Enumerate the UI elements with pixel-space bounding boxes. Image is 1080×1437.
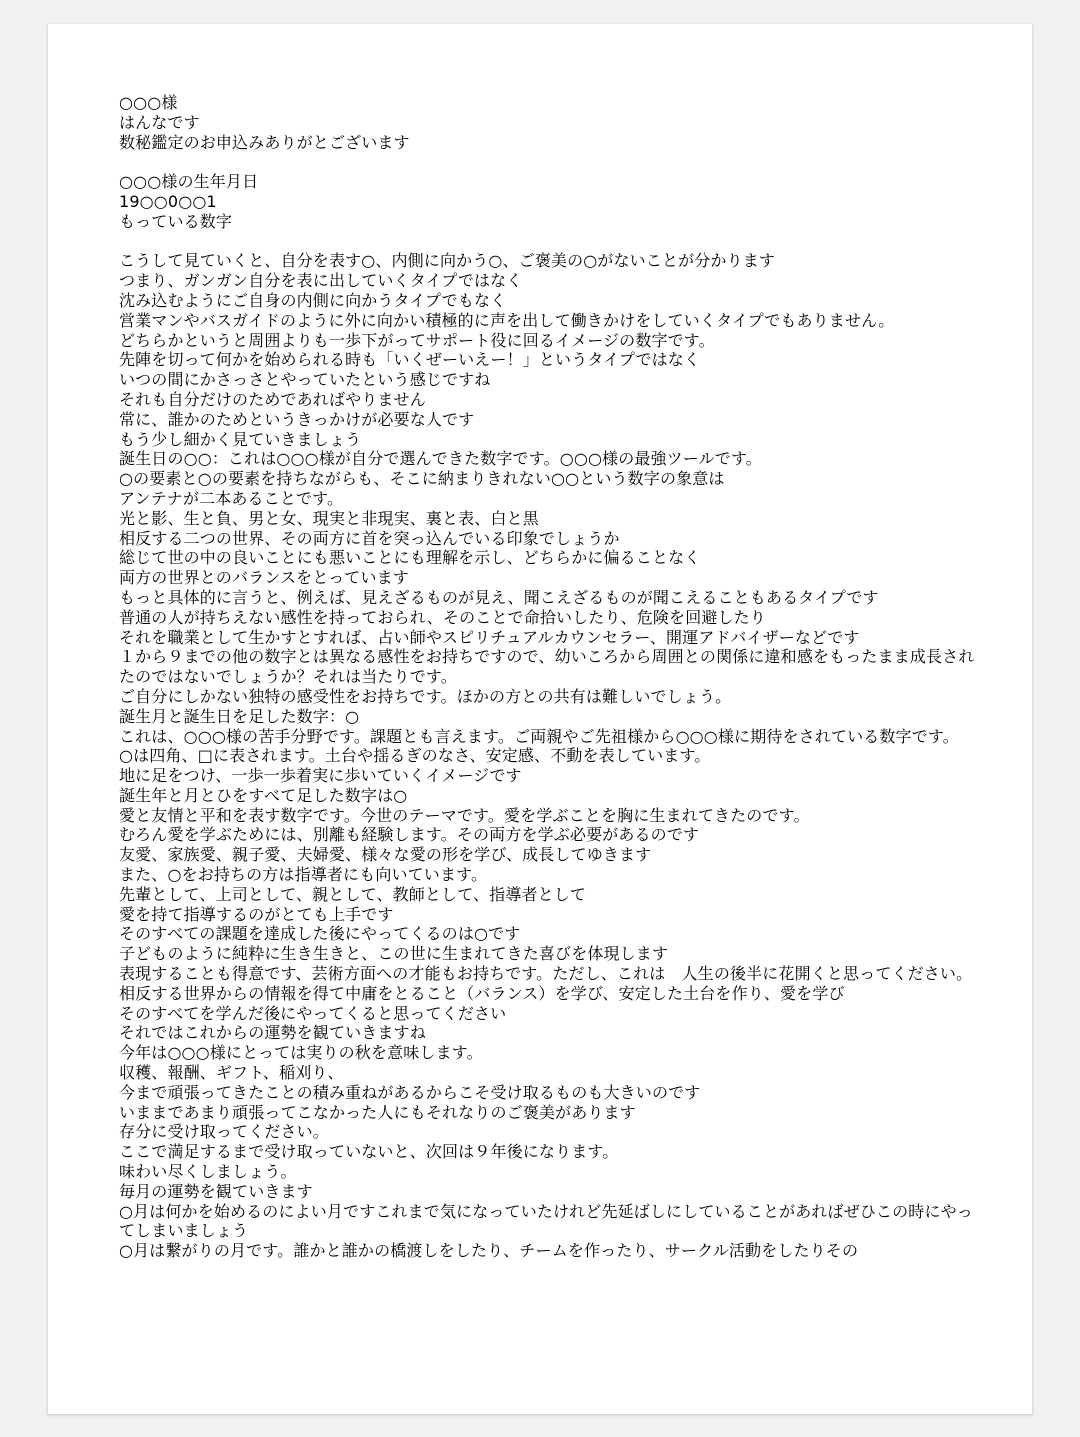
text-line: もっと具体的に言うと、例えば、見えざるものが見え、聞こえざるものが聞こえることもあるタイプです: [119, 587, 879, 607]
text-line: 今年は○○○様にとっては実りの秋を意味します。: [119, 1043, 483, 1063]
text-line: 相反する二つの世界、その両方に首を突っ込んでいる印象でしょうか: [119, 528, 620, 548]
text-line: １から９までの他の数字とは異なる感性をお持ちですので、幼いころから周囲との関係に違和感をもったまま成長されたのではないでしょうか？それは当たりです。: [119, 647, 975, 687]
text-line: 友愛、家族愛、親子愛、夫婦愛、様々な愛の形を学び、成長してゆきます: [119, 845, 652, 865]
text-line: 誕生年と月とひをすべて足した数字は○: [119, 785, 408, 805]
text-line: 光と影、生と負、男と女、現実と非現実、裏と表、白と黒: [119, 508, 539, 528]
text-line: 存分に受け取ってください。: [119, 1122, 329, 1142]
text-line: 先輩として、上司として、親として、教師として、指導者として: [119, 884, 587, 904]
text-line: これは、○○○様の苦手分野です。課題とも言えます。ご両親やご先祖様から○○○様に期待をされている数字です。: [119, 726, 959, 746]
text-line: そのすべての課題を達成した後にやってくるのは○です: [119, 924, 521, 944]
text-line: ご自分にしかない独特の感受性をお持ちです。ほかの方との共有は難しいでしょう。: [119, 686, 732, 706]
text-line: ここで満足するまで受け取っていないと、次回は９年後になります。: [119, 1142, 619, 1162]
text-line: つまり、ガンガン自分を表に出していくタイプではなく: [119, 271, 523, 291]
text-line: どちらかというと周囲よりも一歩下がってサポート役に回るイメージの数字です。: [119, 330, 715, 350]
text-line: 毎月の運勢を観ていきます: [119, 1181, 313, 1201]
text-line: ○は四角、□に表されます。土台や揺るぎのなさ、安定感、不動を表しています。: [119, 746, 711, 766]
text-line: いつの間にかさっさとやっていたという感じですね: [119, 370, 491, 390]
text-line: 今まで頑張ってきたことの積み重ねがあるからこそ受け取るものも大きいのです: [119, 1082, 701, 1102]
text-line: それではこれからの運勢を観ていきますね: [119, 1023, 426, 1043]
text-line: 地に足をつけ、一歩一歩着実に歩いていくイメージです: [119, 766, 522, 786]
text-line: 先陣を切って何かを始められる時も「いくぜーいえー！」というタイプではなく: [119, 350, 701, 370]
text-line: こうして見ていくと、自分を表す○、内側に向かう○、ご褒美の○がないことが分かります: [119, 251, 776, 271]
text-line: 常に、誰かのためというきっかけが必要な人です: [119, 409, 475, 429]
salutation: ○○○様: [119, 93, 178, 112]
text-line: 誕生月と誕生日を足した数字：○: [119, 706, 360, 726]
text-line: ○月は何かを始めるのによい月ですこれまで気になっていたけれど先延ばしにしていることがあればぜひこの時にやってしまいましょう: [119, 1201, 973, 1241]
text-line: 誕生日の○○：これは○○○様が自分で選んできた数字です。○○○様の最強ツールです。: [119, 449, 762, 469]
text-line: 子どものように純粋に生き生きと、この世に生まれてきた喜びを体現します: [119, 944, 669, 964]
blank-line: [119, 232, 979, 252]
text-line: 相反する世界からの情報を得て中庸をとること（バランス）を学び、安定した土台を作り、愛を学び: [119, 983, 845, 1003]
document-body: [119, 93, 979, 1261]
text-line: それも自分だけのためであればやりません: [119, 389, 426, 409]
text-line: 沈み込むようにご自身の内側に向かうタイプでもなく: [119, 290, 507, 310]
text-line: 両方の世界とのバランスをとっています: [119, 568, 409, 588]
text-line: 営業マンやバスガイドのように外に向かい積極的に声を出して働きかけをしていくタイプでもありません。: [119, 310, 895, 330]
document-page: [48, 24, 1032, 1414]
text-line: むろん愛を学ぶためには、別離も経験します。その両方を学ぶ必要があるのです: [119, 825, 700, 845]
text-line: 総じて世の中の良いことにも悪いことにも理解を示し、どちらかに偏ることなく: [119, 548, 701, 568]
text-line: 愛を持て指導するのがとても上手です: [119, 904, 394, 924]
text-line: それを職業として生かすとすれば、占い師やスピリチュアルカウンセラー、開運アドバイザーなどです: [119, 627, 860, 647]
text-line: また、○をお持ちの方は指導者にも向いています。: [119, 865, 488, 885]
text-line: 収穫、報酬、ギフト、稲刈り、: [119, 1063, 344, 1083]
text-line: 味わい尽くしましょう。: [119, 1162, 297, 1182]
text-line: ○の要素と○の要素を持ちながらも、そこに納まりきれない○○という数字の象意は: [119, 469, 725, 489]
text-line: もう少し細かく見ていきましょう: [119, 429, 362, 449]
text-line: そのすべてを学んだ後にやってくると思ってください: [119, 1003, 507, 1023]
birthdate-heading: ○○○様の生年月日: [119, 172, 259, 192]
thanks-line: 数秘鑑定のお申込みありがとございます: [119, 132, 410, 152]
text-line: ○月は繋がりの月です。誰かと誰かの橋渡しをしたり、チームを作ったり、サークル活動をしたりその: [119, 1241, 859, 1261]
numbers-heading: もっている数字: [119, 211, 233, 231]
text-line: 愛と友情と平和を表す数字です。今世のテーマです。愛を学ぶことを胸に生まれてきたのです。: [119, 805, 810, 825]
blank-line: [119, 152, 979, 172]
text-line: アンテナが二本あることです。: [119, 488, 344, 508]
text-line: 表現することも得意です、芸術方面への才能もお持ちです。ただし、これは 人生の後半に花開くと思ってください。: [119, 964, 973, 984]
birthdate-value: 19○○0○○1: [119, 191, 217, 211]
text-line: 普通の人が持ちえない感性を持っておられ、そのことで命拾いしたり、危険を回避したり: [119, 607, 766, 627]
sender-name: はんなです: [119, 112, 200, 132]
text-line: いままであまり頑張ってこなかった人にもそれなりのご褒美があります: [119, 1102, 636, 1122]
